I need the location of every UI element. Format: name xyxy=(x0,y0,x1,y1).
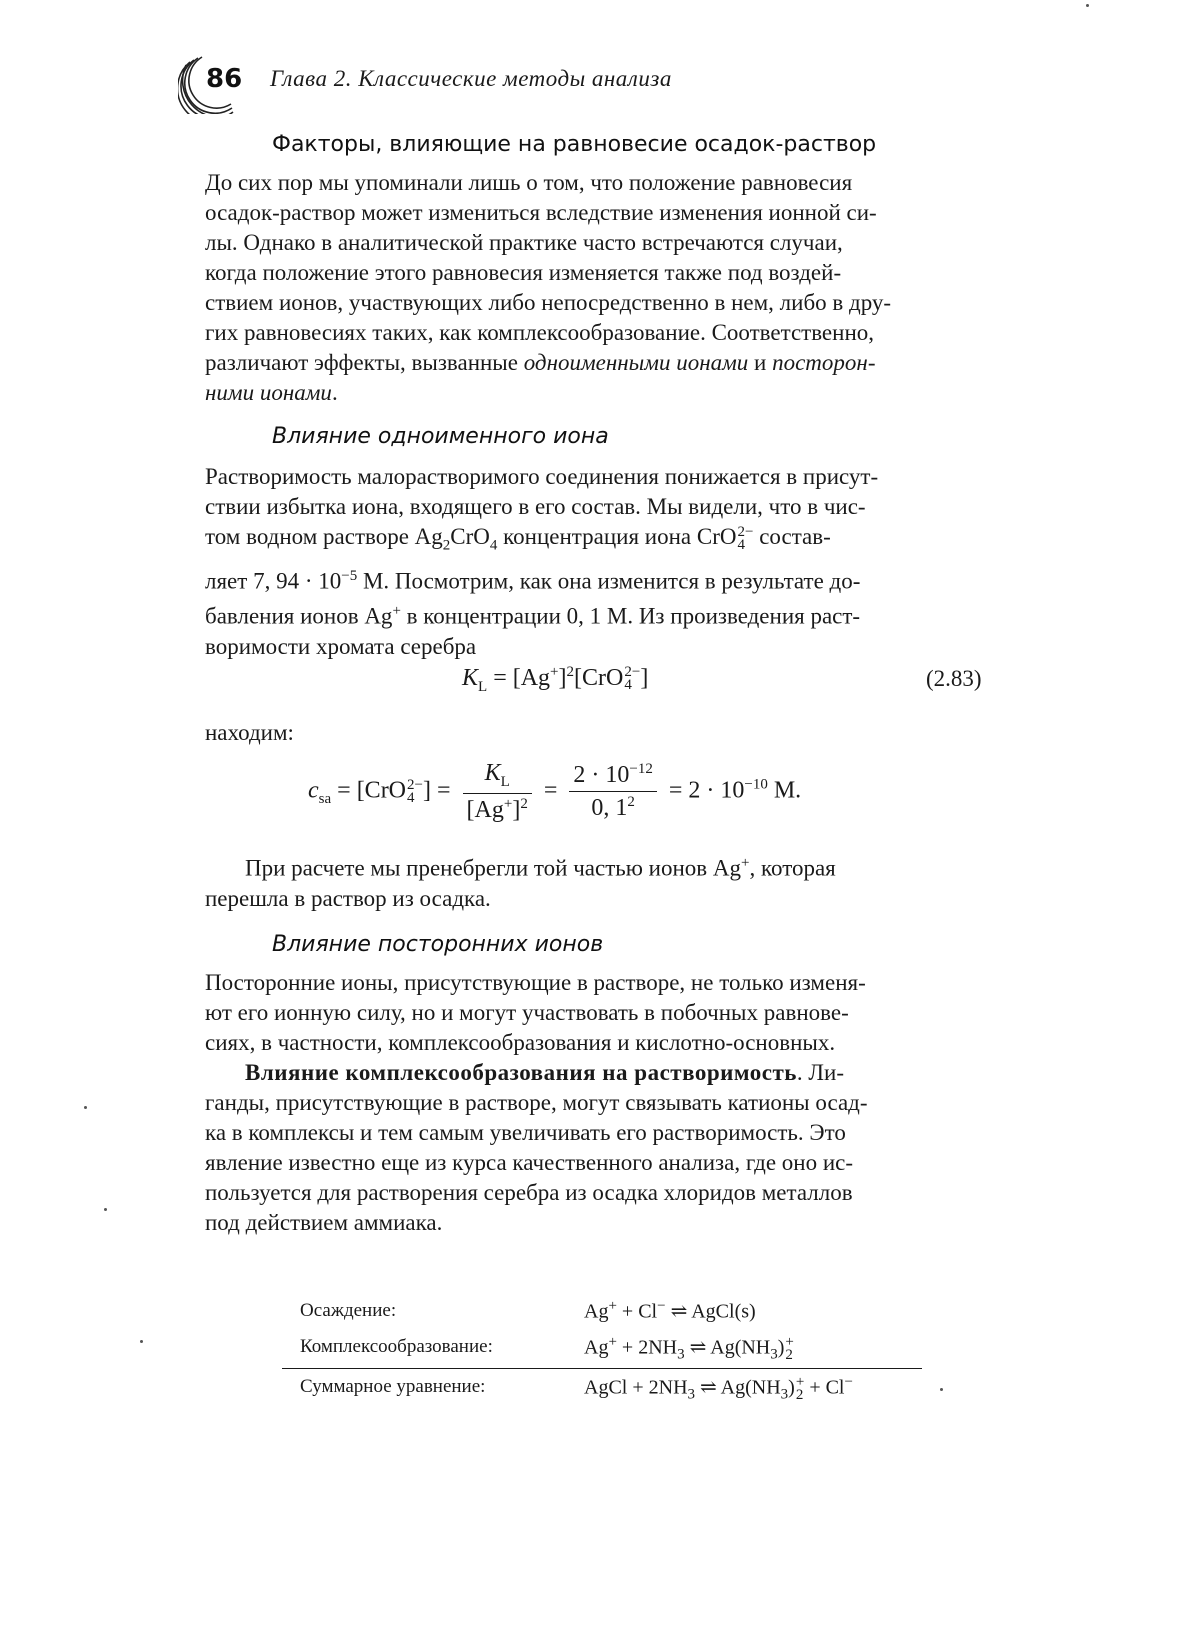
foreign-ions-paragraph xyxy=(205,968,995,1058)
page-header xyxy=(178,52,898,114)
text-run: концентрация иона CrO xyxy=(497,524,737,549)
text-line: Растворимость малорастворимого соединения понижается в присут- xyxy=(205,464,879,489)
text-run: CrO xyxy=(450,524,490,549)
text-line: лы. Однако в аналитической практике часто встречаются случаи, xyxy=(205,230,843,255)
subscript: 2 xyxy=(442,537,451,554)
superscript: + xyxy=(550,664,559,680)
subscript: 4 xyxy=(624,677,632,694)
charge-index xyxy=(407,776,423,806)
scan-speck xyxy=(140,1340,143,1343)
text-run: и xyxy=(748,350,773,375)
subscript: 4 xyxy=(407,789,415,806)
reaction-equation xyxy=(584,1334,794,1364)
text-run: ляет 7, 94 · 10 xyxy=(205,568,342,594)
emphasis: одноименными ионами xyxy=(523,350,749,375)
math-run: = xyxy=(543,777,558,804)
math-run: AgCl + 2NH xyxy=(584,1376,688,1399)
complexation-paragraph xyxy=(205,1058,995,1238)
text-line: когда положение этого равновесия изменяется также под воздей- xyxy=(205,260,842,285)
fraction-numerator xyxy=(569,761,656,792)
text-line xyxy=(205,522,995,561)
subsection-title-common-ion: Влияние одноименного иона xyxy=(272,424,609,449)
running-head: Глава 2. Классические методы анализа xyxy=(270,66,672,91)
subscript: 3 xyxy=(687,1386,696,1403)
subscript: L xyxy=(500,773,510,790)
superscript: 2 xyxy=(520,795,528,812)
text-line: явление известно еще из курса качественного анализа, где оно ис- xyxy=(205,1150,854,1175)
subscript: sa xyxy=(318,791,332,808)
charge-index xyxy=(624,666,640,692)
text-run: в концентрации 0, 1 М. Из произведения раст- xyxy=(400,603,861,629)
subscript: 3 xyxy=(770,1346,778,1363)
text-line xyxy=(205,561,995,597)
fraction-numeric xyxy=(569,761,656,822)
text-line: перешла в раствор из осадка. xyxy=(205,885,491,911)
emphasis: ними ионами xyxy=(205,380,332,405)
reaction-row xyxy=(282,1370,922,1406)
scan-speck xyxy=(84,1106,87,1109)
text-line: осадок-раствор может измениться вследствие изменения ионной си- xyxy=(205,200,877,225)
superscript: + xyxy=(503,795,513,812)
math-run: = 2 · 10 xyxy=(668,777,745,804)
reaction-table xyxy=(282,1294,922,1406)
superscript: 2− xyxy=(737,523,754,540)
math-run: ] = xyxy=(422,777,451,804)
math-run: ] xyxy=(558,665,567,691)
text-line: сиях, в частности, комплексообразования и кислотно-основных. xyxy=(205,1030,836,1055)
intro-paragraph xyxy=(205,168,995,408)
text-run: бавления ионов Ag xyxy=(205,603,393,629)
math-run: = [CrO xyxy=(331,777,407,804)
math-run: ⇌ Ag(NH xyxy=(695,1376,781,1399)
find-label: находим: xyxy=(205,720,294,745)
text-line xyxy=(205,348,995,378)
fraction-kl-over-ag xyxy=(463,760,532,824)
reaction-row xyxy=(282,1330,922,1366)
common-ion-paragraph xyxy=(205,462,995,662)
subscript: 4 xyxy=(737,536,745,553)
reaction-row xyxy=(282,1294,922,1330)
subscript: 3 xyxy=(677,1346,685,1363)
math-run: ⇌ Ag(NH xyxy=(684,1336,771,1359)
subscript: 4 xyxy=(489,537,498,554)
text-line: гих равновесиях таких, как комплексообразование. Соответственно, xyxy=(205,320,874,345)
text-run: При расчете мы пренебрегли той частью ионов Ag xyxy=(245,855,742,881)
superscript: − xyxy=(657,1298,666,1314)
subscript: L xyxy=(478,678,488,695)
text-line xyxy=(205,1058,995,1088)
text-run: том водном растворе Ag xyxy=(205,524,443,549)
text-line: пользуется для растворения серебра из осадка хлоридов металлов xyxy=(205,1180,853,1205)
superscript: 2 xyxy=(627,794,635,811)
bold-run-in-heading: Влияние комплексообразования на растворимость xyxy=(245,1060,797,1085)
text-run: . Ли- xyxy=(796,1060,844,1085)
superscript: −10 xyxy=(744,776,768,793)
text-line: ганды, присутствующие в растворе, могут связывать катионы осад- xyxy=(205,1090,868,1115)
math-run: 0, 1 xyxy=(591,795,628,822)
superscript: + xyxy=(608,1298,617,1314)
superscript: −5 xyxy=(341,567,358,584)
text-line xyxy=(205,596,995,632)
neglect-paragraph xyxy=(205,848,995,914)
superscript: − xyxy=(844,1374,853,1390)
text-line: воримости хромата серебра xyxy=(205,633,477,659)
charge-index xyxy=(737,523,754,553)
superscript: + xyxy=(741,855,750,871)
reaction-equation xyxy=(584,1374,853,1404)
scan-speck xyxy=(104,1208,107,1211)
math-run: ] xyxy=(512,796,521,823)
math-run: 2 · 10 xyxy=(573,762,630,789)
math-run: = [Ag xyxy=(487,665,551,691)
text-run: , которая xyxy=(749,855,836,881)
text-line xyxy=(205,378,995,408)
math-run: Ag xyxy=(584,1300,609,1323)
reaction-equation xyxy=(584,1298,756,1324)
subscript: 3 xyxy=(780,1386,789,1403)
superscript: + xyxy=(392,603,401,620)
reaction-label: Комплексообразование: xyxy=(300,1336,493,1357)
fraction-numerator xyxy=(463,760,532,794)
superscript: + xyxy=(785,1334,794,1351)
text-run: М. Посмотрим, как она изменится в результате до- xyxy=(357,568,861,594)
text-line: ка в комплексы и тем самым увеличивать его растворимость. Это xyxy=(205,1120,846,1145)
emphasis: посторон- xyxy=(772,350,876,375)
text-line: ют его ионную силу, но и могут участвовать в побочных равнове- xyxy=(205,1000,849,1025)
text-line: ствии избытка иона, входящего в его состав. Мы видели, что в чис- xyxy=(205,494,866,519)
charge-index xyxy=(785,1336,793,1362)
math-run: М. xyxy=(767,777,802,804)
equation-2-83 xyxy=(462,664,648,696)
superscript: + xyxy=(608,1334,617,1350)
text-run: различают эффекты, вызванные xyxy=(205,350,524,375)
math-symbol: K xyxy=(484,760,501,786)
subscript: 2 xyxy=(785,1347,793,1364)
text-run: состав- xyxy=(753,524,831,549)
math-symbol: c xyxy=(308,777,319,804)
text-line xyxy=(205,848,995,884)
equation-csa xyxy=(308,760,801,824)
page-number: 86 xyxy=(206,64,243,94)
math-run: Ag xyxy=(584,1336,609,1359)
superscript: 2− xyxy=(624,664,641,681)
superscript: 2− xyxy=(407,776,423,793)
text-run: . xyxy=(331,380,338,405)
math-run: ) xyxy=(777,1336,785,1359)
math-run: [Ag xyxy=(466,796,504,823)
subscript: 2 xyxy=(795,1387,804,1404)
math-run: + 2NH xyxy=(616,1336,678,1359)
text-line: До сих пор мы упоминали лишь о том, что положение равновесия xyxy=(205,170,853,195)
math-run: ] xyxy=(640,665,649,691)
reaction-label: Осаждение: xyxy=(300,1300,397,1321)
superscript: + xyxy=(795,1374,805,1391)
math-symbol: K xyxy=(462,665,479,691)
fraction-denominator xyxy=(569,792,656,822)
scan-speck xyxy=(1086,4,1089,7)
text-line: под действием аммиака. xyxy=(205,1210,443,1235)
sum-divider-rule xyxy=(282,1368,922,1369)
superscript: 2 xyxy=(566,664,575,680)
math-run: + Cl xyxy=(616,1300,658,1323)
section-title: Факторы, влияющие на равновесие осадок-раствор xyxy=(272,132,877,157)
text-line: Посторонние ионы, присутствующие в растворе, не только изменя- xyxy=(205,970,866,995)
math-run: [CrO xyxy=(574,665,624,691)
text-line: ствием ионов, участвующих либо непосредственно в нем, либо в дру- xyxy=(205,290,892,315)
subsection-title-foreign-ions: Влияние посторонних ионов xyxy=(272,932,604,957)
math-run: + Cl xyxy=(804,1376,845,1399)
math-run: ⇌ AgCl(s) xyxy=(665,1300,756,1323)
scan-speck xyxy=(940,1388,943,1391)
equation-number: (2.83) xyxy=(926,666,982,691)
superscript: −12 xyxy=(629,761,653,778)
fraction-denominator xyxy=(463,794,532,824)
reaction-label: Суммарное уравнение: xyxy=(300,1376,486,1397)
math-run: ) xyxy=(788,1376,795,1399)
